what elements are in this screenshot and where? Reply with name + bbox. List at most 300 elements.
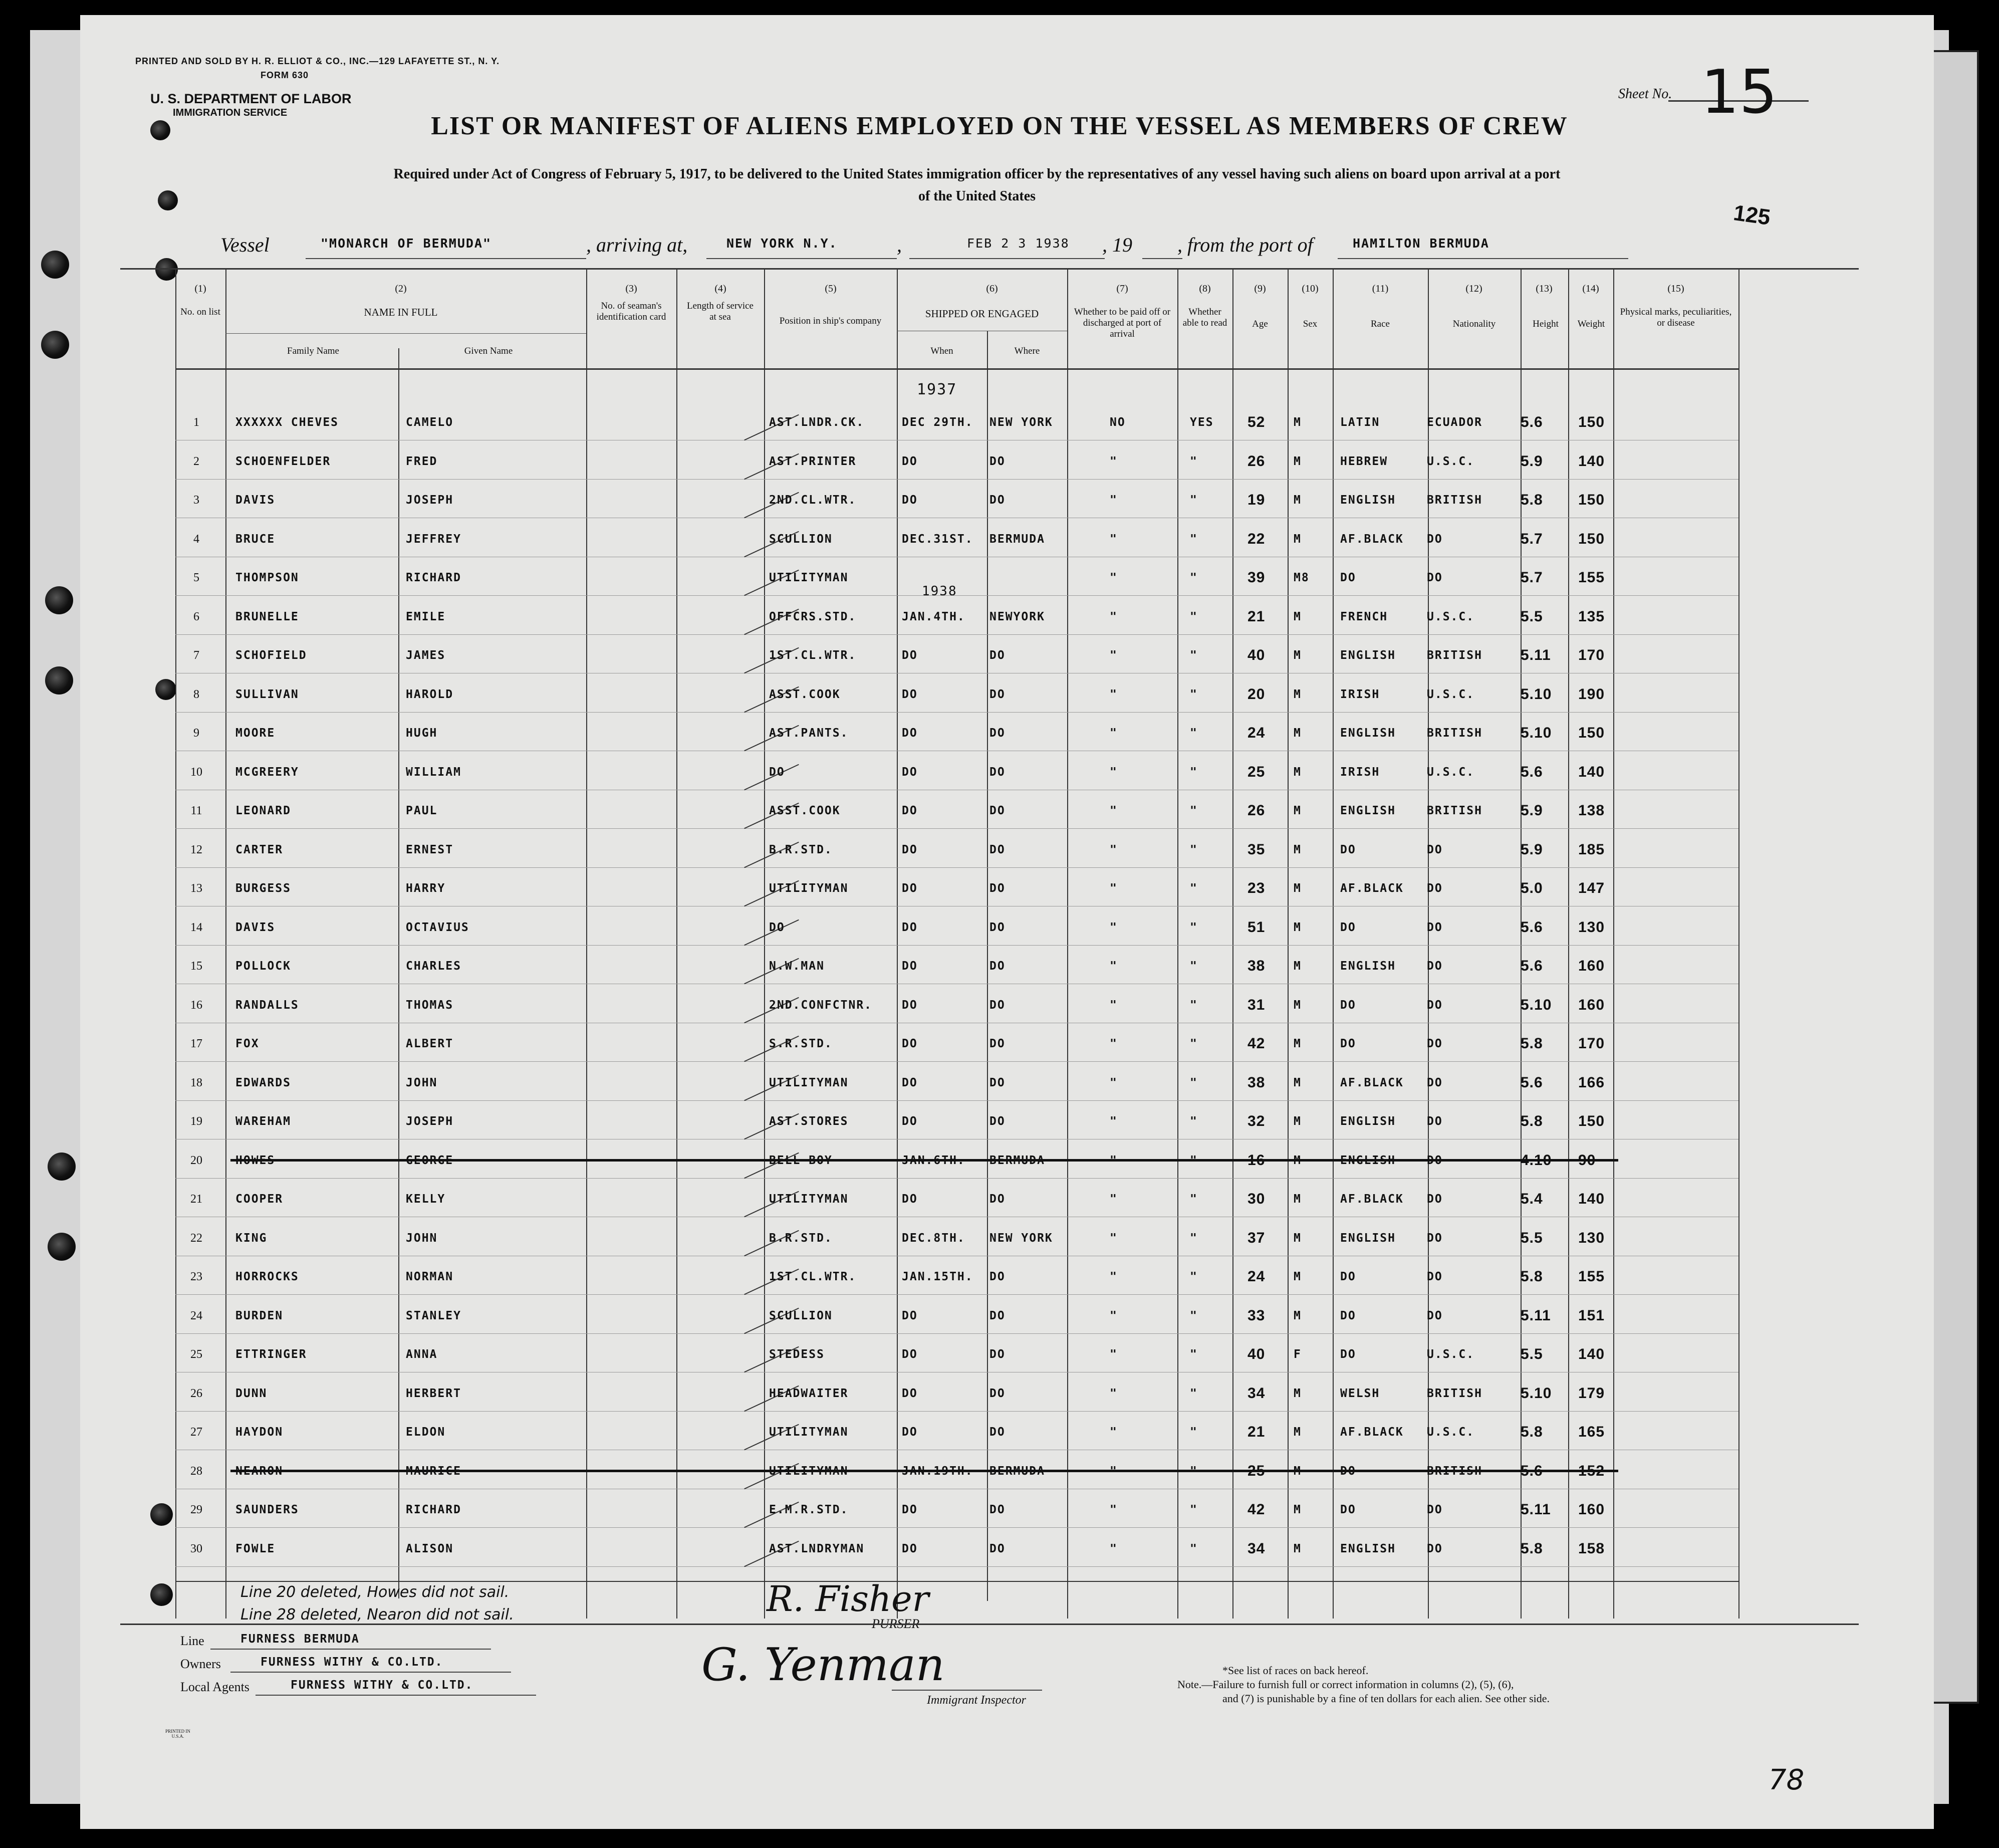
given-name: CAMELO: [406, 416, 454, 429]
race: IRISH: [1340, 765, 1380, 779]
inspector-line: [892, 1690, 1042, 1691]
weight: 166: [1578, 1074, 1605, 1091]
nationality: BRITISH: [1427, 804, 1482, 817]
race: DO: [1340, 1348, 1356, 1361]
row-number: 24: [190, 1309, 202, 1322]
sex: M: [1294, 1387, 1302, 1400]
shipped-when: DO: [902, 727, 918, 740]
shipped-where: DO: [989, 920, 1006, 934]
weight: 150: [1578, 530, 1605, 547]
col-num-7: (7): [1116, 283, 1128, 294]
race: DO: [1340, 1270, 1356, 1283]
nationality: DO: [1427, 1037, 1443, 1050]
position: SCULLION: [769, 1309, 833, 1322]
shipped-when: DO: [902, 804, 918, 817]
weight: 158: [1578, 1540, 1605, 1557]
given-name: ELDON: [406, 1426, 446, 1439]
row-number: 29: [190, 1503, 202, 1516]
row-rule: [175, 1294, 1738, 1295]
arrival-date: FEB 2 3 1938: [967, 236, 1070, 251]
given-name: THOMAS: [406, 998, 454, 1012]
penalty-note-2: and (7) is punishable by a fine of ten dollars for each alien. See other side.: [1222, 1692, 1550, 1705]
weight: 170: [1578, 647, 1605, 663]
family-name: LEONARD: [235, 804, 291, 817]
age: 23: [1247, 880, 1266, 896]
service-label: IMMIGRATION SERVICE: [173, 107, 288, 118]
position: 1ST.CL.WTR.: [769, 649, 857, 662]
inspector-signature: G. Yenman: [701, 1639, 945, 1691]
sex: M: [1294, 882, 1302, 895]
age: 35: [1247, 841, 1266, 858]
age: 21: [1247, 1424, 1266, 1440]
able-to-read: ": [1190, 1309, 1198, 1322]
shipped-where: DO: [989, 494, 1006, 507]
age: 19: [1247, 492, 1266, 508]
height: 5.8: [1521, 492, 1543, 508]
arriving-label: , arriving at,: [586, 234, 688, 256]
inspector-label: Immigrant Inspector: [927, 1694, 1026, 1707]
position: UTILITYMAN: [769, 1426, 849, 1439]
age: 24: [1247, 1268, 1266, 1285]
able-to-read: ": [1190, 1231, 1198, 1245]
punch-hole: [41, 251, 69, 279]
paid-off: ": [1110, 532, 1118, 546]
weight: 150: [1578, 1113, 1605, 1129]
given-name: JAMES: [406, 649, 446, 662]
position: UTILITYMAN: [769, 571, 849, 584]
sex: M: [1294, 610, 1302, 623]
weight: 160: [1578, 1501, 1605, 1518]
weight: 150: [1578, 492, 1605, 508]
height: 5.7: [1521, 530, 1543, 547]
row-number: 23: [190, 1270, 202, 1283]
sex: M: [1294, 960, 1302, 973]
row-rule: [175, 1178, 1738, 1179]
punch-hole: [158, 190, 178, 210]
given-name: ALBERT: [406, 1037, 454, 1050]
shipped-where: DO: [989, 1387, 1006, 1400]
sex: M8: [1294, 571, 1310, 584]
weight: 140: [1578, 1191, 1605, 1207]
shipped-when: DEC 29TH.: [902, 416, 973, 429]
nationality: U.S.C.: [1427, 610, 1475, 623]
able-to-read: ": [1190, 882, 1198, 895]
weight: 170: [1578, 1035, 1605, 1052]
able-to-read: YES: [1190, 416, 1214, 429]
shipped-when: JAN.19TH.: [902, 1464, 973, 1478]
weight: 130: [1578, 918, 1605, 936]
height: 5.6: [1521, 958, 1543, 974]
race: WELSH: [1340, 1387, 1380, 1400]
races-note: *See list of races on back hereof.: [1222, 1664, 1369, 1677]
family-name: SCHOFIELD: [235, 649, 307, 662]
race: AF.BLACK: [1340, 1193, 1404, 1206]
weight: 140: [1578, 452, 1605, 470]
row-number: 13: [190, 882, 202, 895]
hdr-nationality: Nationality: [1452, 319, 1496, 329]
shipped-when: DO: [902, 1348, 918, 1361]
race: ENGLISH: [1340, 960, 1396, 973]
sex: M: [1294, 727, 1302, 740]
family-name: FOX: [235, 1037, 260, 1050]
given-name: EMILE: [406, 610, 446, 623]
nationality: U.S.C.: [1427, 1426, 1475, 1439]
sex: M: [1294, 494, 1302, 507]
hdr-paid-off: Whether to be paid off or discharged at port of arrival: [1074, 307, 1171, 339]
nationality: DO: [1427, 998, 1443, 1012]
shipped-where: BERMUDA: [989, 1153, 1045, 1167]
family-name: KING: [235, 1231, 268, 1245]
row-number: 2: [193, 454, 199, 468]
weight: 150: [1578, 725, 1605, 741]
race: ENGLISH: [1340, 1153, 1396, 1167]
shipped-where: DO: [989, 1270, 1006, 1283]
shipped-when: DO: [902, 1076, 918, 1089]
paid-off: ": [1110, 804, 1118, 817]
punch-hole: [45, 666, 73, 695]
paid-off: ": [1110, 649, 1118, 662]
row-number: 3: [193, 494, 199, 507]
shipped-when: DO: [902, 649, 918, 662]
shipped-when: DEC.8TH.: [902, 1231, 965, 1245]
weight: 152: [1578, 1462, 1605, 1479]
position: S.R.STD.: [769, 1037, 833, 1050]
shipped-where: DO: [989, 649, 1006, 662]
paid-off: NO: [1110, 416, 1126, 429]
height: 5.0: [1521, 880, 1543, 896]
race: ENGLISH: [1340, 1231, 1396, 1245]
family-name: HORROCKS: [235, 1270, 299, 1283]
able-to-read: ": [1190, 1037, 1198, 1050]
race: ENGLISH: [1340, 649, 1396, 662]
race: DO: [1340, 920, 1356, 934]
shipped-when: DEC.31ST.: [902, 532, 973, 546]
age: 38: [1247, 958, 1266, 974]
shipped-where: DO: [989, 1037, 1006, 1050]
row-rule: [175, 1100, 1738, 1101]
punch-hole: [150, 1503, 173, 1526]
age: 37: [1247, 1229, 1266, 1246]
age: 24: [1247, 725, 1266, 741]
height: 5.7: [1521, 569, 1543, 586]
able-to-read: ": [1190, 494, 1198, 507]
owners-value: FURNESS WITHY & CO.LTD.: [261, 1656, 443, 1669]
position: UTILITYMAN: [769, 1076, 849, 1089]
arriving-port: NEW YORK N.Y.: [726, 236, 838, 251]
hdr-given-name: Given Name: [464, 346, 513, 356]
col-num-11: (11): [1372, 283, 1389, 294]
able-to-read: ": [1190, 1542, 1198, 1555]
nationality: DO: [1427, 1076, 1443, 1089]
paid-off: ": [1110, 765, 1118, 779]
race: ENGLISH: [1340, 1542, 1396, 1555]
shipped-when: DO: [902, 1542, 918, 1555]
height: 5.6: [1521, 1074, 1543, 1091]
race: DO: [1340, 1037, 1356, 1050]
sex: M: [1294, 920, 1302, 934]
able-to-read: ": [1190, 1426, 1198, 1439]
printer-note: PRINTED AND SOLD BY H. R. ELLIOT & CO., INC.—129 LAFAYETTE ST., N. Y.: [135, 56, 500, 66]
shipped-when: DO: [902, 882, 918, 895]
nationality: U.S.C.: [1427, 454, 1475, 468]
paid-off: ": [1110, 998, 1118, 1012]
sex: M: [1294, 1542, 1302, 1555]
paid-off: ": [1110, 1115, 1118, 1128]
age: 42: [1247, 1035, 1266, 1052]
hdr-marks: Physical marks, peculiarities, or disease: [1620, 307, 1732, 328]
family-name: BURGESS: [235, 882, 291, 895]
shipped-where: DO: [989, 1193, 1006, 1206]
given-name: OCTAVIUS: [406, 920, 469, 934]
shipped-where: DO: [989, 1503, 1006, 1516]
age: 52: [1247, 414, 1266, 430]
race: DO: [1340, 571, 1356, 584]
family-name: BRUCE: [235, 532, 276, 546]
nationality: U.S.C.: [1427, 687, 1475, 701]
shipped-where: BERMUDA: [989, 532, 1045, 546]
nationality: DO: [1427, 1115, 1443, 1128]
height: 5.11: [1521, 1501, 1551, 1518]
page-stamp: 125: [1732, 200, 1772, 230]
position: 1ST.CL.WTR.: [769, 1270, 857, 1283]
hdr-no-on-list: No. on list: [180, 307, 220, 317]
row-rule: [175, 595, 1738, 596]
nationality: BRITISH: [1427, 649, 1482, 662]
age: 31: [1247, 996, 1266, 1013]
age: 40: [1247, 647, 1266, 663]
agents-label: Local Agents: [180, 1680, 249, 1694]
nationality: DO: [1427, 960, 1443, 973]
deletion-note-line-20: Line 20 deleted, Howes did not sail.: [240, 1583, 510, 1601]
sex: M: [1294, 687, 1302, 701]
table-header-bottom: [175, 368, 1738, 370]
row-rule: [175, 1411, 1738, 1412]
row-number: 25: [190, 1348, 202, 1361]
paid-off: ": [1110, 1426, 1118, 1439]
row-rule: [175, 1566, 1738, 1567]
family-name: WAREHAM: [235, 1115, 291, 1128]
row-rule: [175, 634, 1738, 635]
form-number: FORM 630: [261, 70, 309, 80]
col-num-13: (13): [1536, 283, 1553, 294]
shipped-when: DO: [902, 998, 918, 1012]
able-to-read: ": [1190, 843, 1198, 856]
year-1938: 1938: [922, 584, 957, 599]
paid-off: ": [1110, 1193, 1118, 1206]
race: IRISH: [1340, 687, 1380, 701]
family-name: COOPER: [235, 1193, 284, 1206]
height: 5.6: [1521, 918, 1543, 936]
position: HEADWAITER: [769, 1387, 849, 1400]
col-num-9: (9): [1254, 283, 1266, 294]
able-to-read: ": [1190, 1387, 1198, 1400]
sex: M: [1294, 1270, 1302, 1283]
height: 5.5: [1521, 608, 1543, 625]
paid-off: ": [1110, 1387, 1118, 1400]
row-number: 21: [190, 1193, 202, 1206]
family-name: MOORE: [235, 727, 276, 740]
row-number: 28: [190, 1464, 202, 1478]
paid-off: ": [1110, 1348, 1118, 1361]
position: B.R.STD.: [769, 843, 833, 856]
position: AST.PRINTER: [769, 454, 857, 468]
position: B.R.STD.: [769, 1231, 833, 1245]
nationality: DO: [1427, 1193, 1443, 1206]
shipped-where: DO: [989, 765, 1006, 779]
hdr-id-card: No. of seaman's identification card: [596, 301, 666, 322]
age: 20: [1247, 685, 1266, 703]
comma: ,: [897, 234, 902, 256]
nationality: DO: [1427, 843, 1443, 856]
age: 21: [1247, 608, 1266, 625]
age: 26: [1247, 452, 1266, 470]
shipped-where: NEWYORK: [989, 610, 1045, 623]
family-name: ETTRINGER: [235, 1348, 307, 1361]
paid-off: ": [1110, 1503, 1118, 1516]
given-name: KELLY: [406, 1193, 446, 1206]
nationality: U.S.C.: [1427, 765, 1475, 779]
table-top-border: [120, 268, 1859, 270]
family-name: XXXXXX CHEVES: [235, 416, 339, 429]
able-to-read: ": [1190, 765, 1198, 779]
sex: M: [1294, 998, 1302, 1012]
shipped-where: NEW YORK: [989, 1231, 1053, 1245]
row-rule: [175, 1527, 1738, 1528]
family-name: BURDEN: [235, 1309, 284, 1322]
row-number: 15: [190, 960, 202, 973]
row-rule: [175, 945, 1738, 946]
race: DO: [1340, 998, 1356, 1012]
sex: M: [1294, 1193, 1302, 1206]
row-number: 19: [190, 1115, 202, 1128]
shipped-when: JAN.6TH.: [902, 1153, 965, 1167]
weight: 90: [1578, 1151, 1596, 1169]
age: 30: [1247, 1191, 1266, 1207]
able-to-read: ": [1190, 1193, 1198, 1206]
height: 5.6: [1521, 414, 1543, 430]
row-rule: [175, 1333, 1738, 1334]
height: 5.9: [1521, 452, 1543, 470]
paid-off: ": [1110, 1464, 1118, 1478]
year-label: , 19: [1102, 234, 1132, 256]
row-number: 5: [193, 571, 199, 584]
sheet-number: 15: [1701, 58, 1778, 127]
nationality: DO: [1427, 1542, 1443, 1555]
hdr-able-read: Whether able to read: [1182, 307, 1227, 328]
race: AF.BLACK: [1340, 1426, 1404, 1439]
race: ENGLISH: [1340, 494, 1396, 507]
deletion-note-line-28: Line 28 deleted, Nearon did not sail.: [240, 1606, 514, 1624]
race: DO: [1340, 1464, 1356, 1478]
purser-signature: R. Fisher: [767, 1578, 929, 1620]
shipped-when: JAN.4TH.: [902, 610, 965, 623]
shipped-when: DO: [902, 843, 918, 856]
shipped-when: DO: [902, 1115, 918, 1128]
position: ASST.COOK: [769, 804, 841, 817]
sex: M: [1294, 416, 1302, 429]
line-label: Line: [180, 1634, 204, 1648]
hdr-race: Race: [1371, 319, 1390, 329]
sex: M: [1294, 843, 1302, 856]
sex: M: [1294, 454, 1302, 468]
paid-off: ": [1110, 920, 1118, 934]
hdr-weight: Weight: [1577, 319, 1605, 329]
hdr-name-in-full: NAME IN FULL: [364, 306, 438, 318]
position: N.W.MAN: [769, 960, 825, 973]
shipped-where: DO: [989, 843, 1006, 856]
name-divider: [225, 333, 586, 334]
family-name: CARTER: [235, 843, 284, 856]
paid-off: ": [1110, 454, 1118, 468]
row-rule: [175, 867, 1738, 868]
able-to-read: ": [1190, 998, 1198, 1012]
hdr-shipped: SHIPPED OR ENGAGED: [925, 308, 1039, 320]
nationality: DO: [1427, 882, 1443, 895]
family-name: MCGREERY: [235, 765, 299, 779]
race: HEBREW: [1340, 454, 1388, 468]
subtitle-line-1: Required under Act of Congress of February 5, 1917, to be delivered to the United States immigration officer by the representatives of any vessel having such aliens on board upon arrival at a port: [393, 166, 1561, 182]
position: UTILITYMAN: [769, 882, 849, 895]
row-number: 7: [193, 649, 199, 662]
sex: M: [1294, 1037, 1302, 1050]
height: 5.9: [1521, 841, 1543, 858]
shipped-when: DO: [902, 1387, 918, 1400]
age: 16: [1247, 1151, 1266, 1169]
race: DO: [1340, 843, 1356, 856]
hdr-position: Position in ship's company: [779, 316, 882, 326]
col-num-15: (15): [1667, 283, 1684, 294]
paid-off: ": [1110, 727, 1118, 740]
age: 26: [1247, 802, 1266, 819]
nationality: DO: [1427, 532, 1443, 546]
height: 5.6: [1521, 1462, 1543, 1479]
paid-off: ": [1110, 1270, 1118, 1283]
able-to-read: ": [1190, 454, 1198, 468]
nationality: DO: [1427, 571, 1443, 584]
row-number: 9: [193, 727, 199, 740]
sex: M: [1294, 1231, 1302, 1245]
shipped-when: DO: [902, 960, 918, 973]
shipped-where: DO: [989, 1426, 1006, 1439]
paid-off: ": [1110, 494, 1118, 507]
row-number: 22: [190, 1231, 202, 1245]
shipped-where: DO: [989, 727, 1006, 740]
col-num-5: (5): [825, 283, 837, 294]
footer-top-rule: [120, 1624, 1859, 1625]
shipped-where: DO: [989, 1076, 1006, 1089]
paid-off: ": [1110, 843, 1118, 856]
row-rule: [175, 828, 1738, 829]
age: 38: [1247, 1074, 1266, 1091]
hdr-length-service: Length of service at sea: [687, 301, 754, 322]
weight: 155: [1578, 1268, 1605, 1285]
hdr-when: When: [930, 346, 953, 356]
able-to-read: ": [1190, 1153, 1198, 1167]
nationality: BRITISH: [1427, 727, 1482, 740]
age: 40: [1247, 1346, 1266, 1362]
hdr-family-name: Family Name: [287, 346, 339, 356]
position: E.M.R.STD.: [769, 1503, 849, 1516]
sex: M: [1294, 1153, 1302, 1167]
given-name: HERBERT: [406, 1387, 461, 1400]
age: 32: [1247, 1113, 1266, 1129]
nationality: BRITISH: [1427, 494, 1482, 507]
able-to-read: ": [1190, 1076, 1198, 1089]
nationality: DO: [1427, 1309, 1443, 1322]
position: AST.LNDRYMAN: [769, 1542, 865, 1555]
weight: 151: [1578, 1307, 1605, 1324]
able-to-read: ": [1190, 532, 1198, 546]
